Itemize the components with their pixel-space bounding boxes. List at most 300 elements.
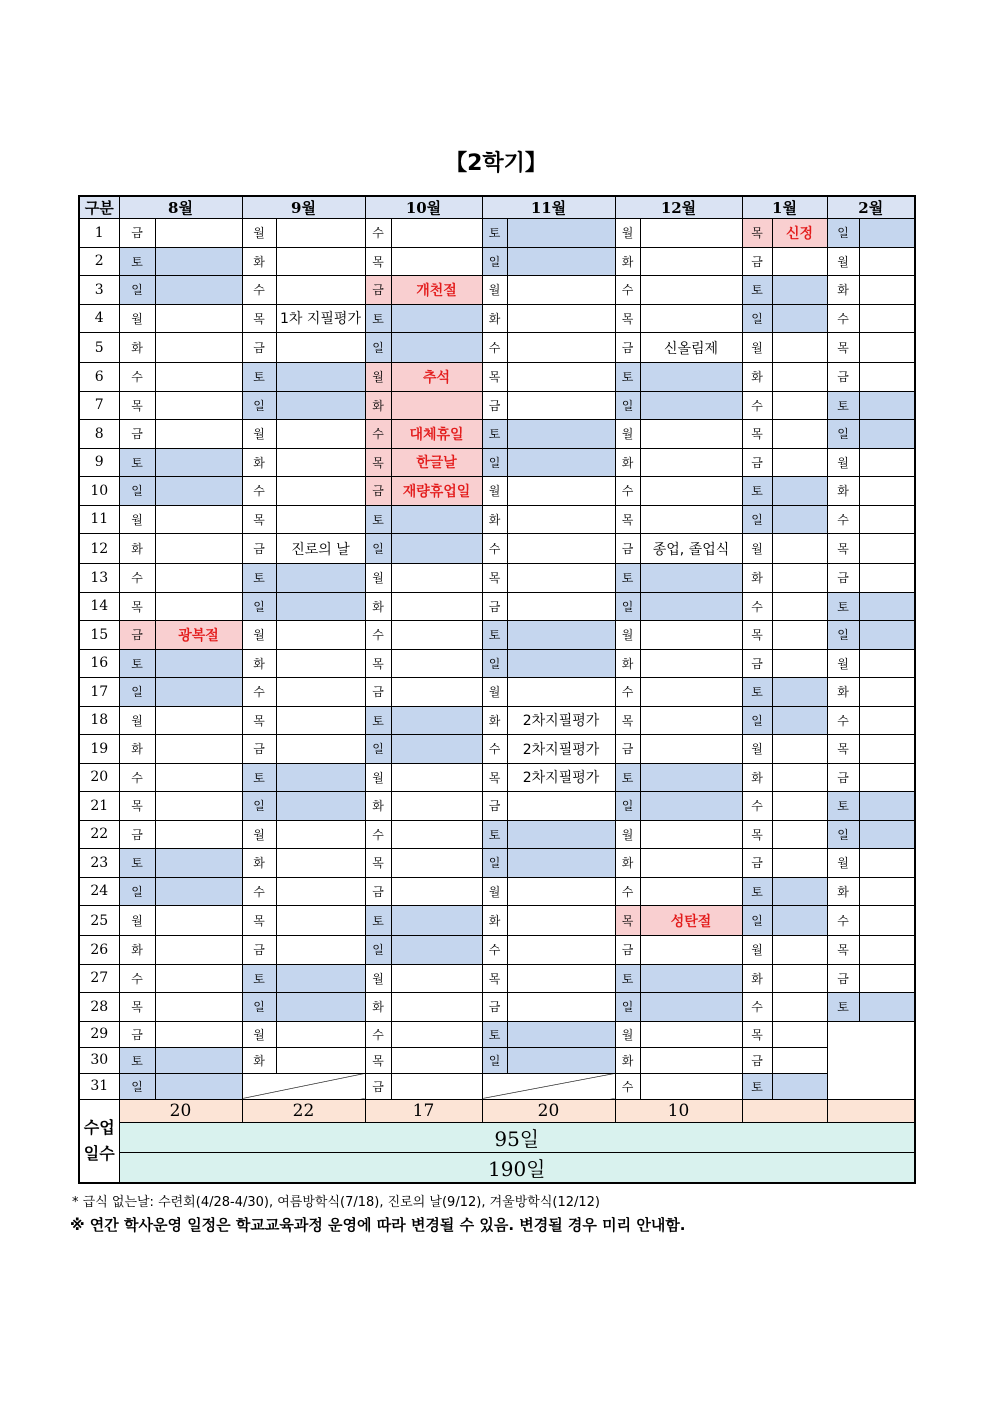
event-cell: [391, 993, 482, 1022]
weekday: 월: [242, 219, 276, 248]
weekday: 월: [827, 448, 859, 477]
month-header: 11월: [482, 196, 615, 219]
weekday: 수: [742, 792, 772, 821]
page-title: 【2학기】: [445, 151, 547, 176]
weekday: 화: [365, 993, 391, 1022]
weekday: 금: [615, 936, 640, 965]
weekday: 목: [615, 906, 640, 936]
day-number: 18: [79, 706, 119, 735]
weekday: 토: [482, 1021, 507, 1047]
weekday: 월: [827, 649, 859, 678]
weekday: 월: [365, 363, 391, 392]
calendar-table: [78, 195, 916, 1184]
month-header: 9월: [242, 196, 365, 219]
event-cell: [640, 477, 742, 506]
event-cell: [772, 333, 827, 363]
weekday: 화: [482, 505, 507, 534]
event-cell: [772, 391, 827, 420]
day-number: 26: [79, 936, 119, 965]
weekday: 목: [482, 564, 507, 593]
event-cell: [276, 792, 365, 821]
event-cell: [859, 849, 915, 878]
weekday: 목: [365, 649, 391, 678]
event-cell: [391, 706, 482, 735]
event: 대체휴일: [391, 420, 482, 449]
weekday: 일: [615, 792, 640, 821]
day-number: 13: [79, 564, 119, 593]
schedule-note: ※ 연간 학사운영 일정은 학교교육과정 운영에 따라 변경될 수 있음. 변경될 경우 미리 안내함.: [70, 1216, 686, 1234]
weekday: 목: [365, 849, 391, 878]
day-row: [79, 763, 915, 792]
weekday: 금: [119, 219, 155, 248]
weekday: 수: [742, 993, 772, 1022]
weekday: 일: [615, 592, 640, 621]
weekday: 일: [827, 219, 859, 248]
day-row: [79, 877, 915, 906]
event-cell: [640, 792, 742, 821]
weekday: 목: [827, 534, 859, 564]
event-cell: [772, 420, 827, 449]
weekday: 토: [742, 276, 772, 305]
event-cell: [772, 993, 827, 1022]
event-cell: [859, 820, 915, 849]
weekday: 월: [242, 420, 276, 449]
weekday: 수: [365, 219, 391, 248]
event-cell: [391, 333, 482, 363]
event-cell: [391, 849, 482, 878]
event-cell: [859, 564, 915, 593]
event-cell: [772, 877, 827, 906]
event-cell: [640, 936, 742, 965]
semester-total-row: [79, 1122, 915, 1152]
event-cell: [507, 820, 615, 849]
event-cell: [155, 564, 242, 593]
weekday: 수: [827, 906, 859, 936]
weekday: 금: [119, 621, 155, 650]
weekday: 월: [482, 477, 507, 506]
month-header: 10월: [365, 196, 482, 219]
weekday: 금: [482, 792, 507, 821]
day-number: 24: [79, 877, 119, 906]
summary-section: [79, 1099, 915, 1183]
weekday: 목: [365, 247, 391, 276]
event-cell: [772, 1021, 827, 1047]
event-cell: [772, 621, 827, 650]
day-row: [79, 247, 915, 276]
weekday: 금: [827, 964, 859, 993]
event-cell: [155, 993, 242, 1022]
event-cell: [155, 304, 242, 333]
event-cell: [391, 820, 482, 849]
weekday: 토: [742, 1073, 772, 1099]
event-cell: [155, 792, 242, 821]
event-cell: [276, 391, 365, 420]
weekday: 일: [365, 534, 391, 564]
event-cell: [772, 363, 827, 392]
event-cell: [772, 448, 827, 477]
event-cell: [772, 1073, 827, 1099]
day-row: [79, 1047, 915, 1073]
weekday: 목: [742, 1021, 772, 1047]
summary-label: [79, 1099, 119, 1183]
weekday: 월: [365, 964, 391, 993]
event-cell: [507, 592, 615, 621]
event-cell: [155, 678, 242, 707]
event: 광복절: [155, 621, 242, 650]
weekday: 월: [119, 505, 155, 534]
event-cell: [859, 477, 915, 506]
weekday: 금: [615, 333, 640, 363]
event-cell: [391, 219, 482, 248]
event-cell: [155, 906, 242, 936]
event-cell: [640, 678, 742, 707]
event-cell: [276, 1047, 365, 1073]
weekday: 토: [482, 219, 507, 248]
weekday: 화: [742, 763, 772, 792]
event-cell: [276, 621, 365, 650]
event-cell: [507, 363, 615, 392]
event-cell: [859, 534, 915, 564]
monthly-total: 20: [482, 1099, 615, 1122]
meal-note: * 급식 없는날: 수련회(4/28-4/30), 여름방학식(7/18), 진로의 날(9/12), 겨울방학식(12/12): [72, 1195, 600, 1210]
weekday: 일: [365, 936, 391, 965]
weekday: 월: [365, 564, 391, 593]
weekday: 수: [615, 678, 640, 707]
event-cell: [155, 1021, 242, 1047]
weekday: 목: [742, 820, 772, 849]
event-cell: [859, 505, 915, 534]
event-cell: [507, 1021, 615, 1047]
event-cell: [391, 592, 482, 621]
weekday: 일: [827, 820, 859, 849]
event: 종업, 졸업식: [640, 534, 742, 564]
event-cell: [155, 964, 242, 993]
event-cell: [507, 906, 615, 936]
event-cell: [155, 505, 242, 534]
weekday: 목: [365, 1047, 391, 1073]
weekday: 수: [242, 877, 276, 906]
weekday: 수: [365, 420, 391, 449]
weekday: 수: [365, 820, 391, 849]
weekday: 목: [242, 906, 276, 936]
day-row: [79, 564, 915, 593]
event: 진로의 날: [276, 534, 365, 564]
weekday: 목: [119, 993, 155, 1022]
event-cell: [507, 993, 615, 1022]
event-cell: [155, 276, 242, 305]
weekday: 토: [242, 763, 276, 792]
event-cell: [859, 877, 915, 906]
event-cell: [507, 247, 615, 276]
event-cell: [276, 333, 365, 363]
event-cell: [155, 820, 242, 849]
day-number: 9: [79, 448, 119, 477]
event-cell: [772, 304, 827, 333]
weekday: 월: [827, 247, 859, 276]
weekday: 금: [119, 1021, 155, 1047]
weekday: 수: [827, 706, 859, 735]
event-cell: [276, 448, 365, 477]
event-cell: [276, 964, 365, 993]
weekday: 수: [242, 276, 276, 305]
event-cell: [276, 592, 365, 621]
weekday: 목: [119, 592, 155, 621]
weekday: 금: [242, 735, 276, 764]
event-cell: [772, 592, 827, 621]
event-cell: [391, 304, 482, 333]
day-row: [79, 1073, 915, 1099]
weekday: 수: [119, 564, 155, 593]
weekday: 목: [119, 792, 155, 821]
event-cell: [155, 391, 242, 420]
weekday: 일: [119, 477, 155, 506]
event-cell: [391, 936, 482, 965]
event-cell: [640, 993, 742, 1022]
weekday: 토: [827, 792, 859, 821]
event-cell: [859, 247, 915, 276]
event-cell: [155, 477, 242, 506]
event-cell: [640, 706, 742, 735]
event-cell: [640, 849, 742, 878]
event-cell: [276, 276, 365, 305]
weekday: 일: [827, 420, 859, 449]
weekday: 금: [742, 649, 772, 678]
day-number: 11: [79, 505, 119, 534]
empty-cell: [827, 1021, 915, 1099]
day-number: 5: [79, 333, 119, 363]
weekday: 토: [119, 448, 155, 477]
day-row: [79, 649, 915, 678]
day-row: [79, 505, 915, 534]
day-row: [79, 219, 915, 248]
weekday: 목: [827, 735, 859, 764]
weekday: 목: [742, 420, 772, 449]
weekday: 화: [365, 391, 391, 420]
day-row: [79, 849, 915, 878]
weekday: 목: [742, 219, 772, 248]
weekday: 월: [242, 820, 276, 849]
event-cell: [640, 964, 742, 993]
day-row: [79, 276, 915, 305]
weekday: 금: [742, 849, 772, 878]
event-cell: [859, 906, 915, 936]
weekday: 수: [119, 964, 155, 993]
event-cell: [772, 820, 827, 849]
event-cell: [772, 763, 827, 792]
weekday: 수: [119, 763, 155, 792]
weekday: 월: [615, 1021, 640, 1047]
event-cell: [391, 1021, 482, 1047]
day-number: 23: [79, 849, 119, 878]
weekday: 금: [242, 534, 276, 564]
weekday: 금: [242, 333, 276, 363]
event-cell: [640, 420, 742, 449]
event-cell: [859, 678, 915, 707]
event-cell: [155, 363, 242, 392]
event-cell: [391, 877, 482, 906]
nonexistent-day: [242, 1073, 365, 1099]
weekday: 토: [119, 247, 155, 276]
event-cell: [640, 219, 742, 248]
weekday: 토: [242, 363, 276, 392]
weekday: 수: [482, 735, 507, 764]
weekday: 월: [119, 706, 155, 735]
weekday: 토: [119, 1047, 155, 1073]
weekday: 화: [482, 304, 507, 333]
monthly-total: 10: [615, 1099, 742, 1122]
weekday: 일: [742, 906, 772, 936]
month-header: 12월: [615, 196, 742, 219]
event-cell: [391, 391, 482, 420]
weekday: 토: [365, 706, 391, 735]
monthly-total: [827, 1099, 915, 1122]
weekday: 수: [615, 276, 640, 305]
weekday: 일: [119, 678, 155, 707]
weekday: 목: [119, 391, 155, 420]
monthly-total: 20: [119, 1099, 242, 1122]
event-cell: [772, 849, 827, 878]
event-cell: [640, 564, 742, 593]
day-number: 29: [79, 1021, 119, 1047]
weekday: 화: [365, 792, 391, 821]
event-cell: [772, 1047, 827, 1073]
month-header: 8월: [119, 196, 242, 219]
weekday: 토: [827, 993, 859, 1022]
event-cell: [155, 534, 242, 564]
day-row: [79, 678, 915, 707]
weekday: 금: [827, 763, 859, 792]
weekday: 토: [615, 763, 640, 792]
event-cell: [859, 993, 915, 1022]
weekday: 목: [482, 763, 507, 792]
weekday: 일: [365, 333, 391, 363]
day-row: [79, 820, 915, 849]
event-cell: [276, 564, 365, 593]
weekday: 월: [827, 849, 859, 878]
weekday: 토: [365, 505, 391, 534]
weekday: 수: [242, 678, 276, 707]
day-number: 30: [79, 1047, 119, 1073]
weekday: 월: [742, 936, 772, 965]
weekday: 토: [615, 964, 640, 993]
event-cell: [391, 247, 482, 276]
event-cell: [772, 276, 827, 305]
event-cell: [772, 735, 827, 764]
weekday: 일: [742, 706, 772, 735]
event-cell: [507, 792, 615, 821]
header-row: [79, 196, 915, 219]
weekday: 일: [242, 391, 276, 420]
event-cell: [276, 247, 365, 276]
day-row: [79, 964, 915, 993]
weekday: 화: [827, 877, 859, 906]
event: 2차지필평가: [507, 706, 615, 735]
day-number: 16: [79, 649, 119, 678]
day-row: [79, 1021, 915, 1047]
weekday: 토: [365, 304, 391, 333]
day-row: [79, 706, 915, 735]
day-number: 22: [79, 820, 119, 849]
weekday: 화: [119, 534, 155, 564]
weekday: 수: [119, 363, 155, 392]
summary-label-top: 수업: [83, 1117, 115, 1137]
weekday: 목: [742, 621, 772, 650]
day-number: 21: [79, 792, 119, 821]
event-cell: [507, 564, 615, 593]
event-cell: [155, 649, 242, 678]
weekday: 목: [242, 706, 276, 735]
event-cell: [640, 247, 742, 276]
monthly-totals-row: [79, 1099, 915, 1122]
event-cell: [391, 621, 482, 650]
weekday: 일: [482, 448, 507, 477]
event-cell: [507, 505, 615, 534]
day-row: [79, 448, 915, 477]
weekday: 화: [615, 649, 640, 678]
event-cell: [155, 849, 242, 878]
weekday: 금: [742, 1047, 772, 1073]
weekday: 일: [365, 735, 391, 764]
event-cell: [276, 763, 365, 792]
monthly-total: [742, 1099, 827, 1122]
monthly-total: 17: [365, 1099, 482, 1122]
event-cell: [772, 534, 827, 564]
calendar-body: [79, 219, 915, 1100]
weekday: 일: [482, 247, 507, 276]
event-cell: [859, 420, 915, 449]
event-cell: [772, 678, 827, 707]
weekday: 금: [742, 247, 772, 276]
event-cell: [640, 505, 742, 534]
event-cell: [640, 1073, 742, 1099]
weekday: 화: [742, 964, 772, 993]
event: 재량휴업일: [391, 477, 482, 506]
weekday: 월: [615, 621, 640, 650]
day-number: 2: [79, 247, 119, 276]
event-cell: [276, 420, 365, 449]
event-cell: [391, 735, 482, 764]
weekday: 화: [242, 849, 276, 878]
event-cell: [155, 877, 242, 906]
weekday: 화: [482, 706, 507, 735]
weekday: 토: [242, 964, 276, 993]
event-cell: [859, 792, 915, 821]
event-cell: [276, 219, 365, 248]
weekday: 토: [827, 391, 859, 420]
event-cell: [859, 333, 915, 363]
event-cell: [276, 505, 365, 534]
weekday: 월: [242, 621, 276, 650]
weekday: 일: [242, 993, 276, 1022]
weekday: 화: [615, 448, 640, 477]
weekday: 화: [742, 564, 772, 593]
day-number: 14: [79, 592, 119, 621]
day-row: [79, 993, 915, 1022]
event-cell: [391, 763, 482, 792]
weekday: 월: [742, 735, 772, 764]
day-row: [79, 735, 915, 764]
event-cell: [859, 649, 915, 678]
day-number: 17: [79, 678, 119, 707]
weekday: 화: [365, 592, 391, 621]
day-row: [79, 304, 915, 333]
event-cell: [859, 592, 915, 621]
weekday: 금: [827, 564, 859, 593]
weekday: 월: [615, 420, 640, 449]
event-cell: [507, 877, 615, 906]
weekday: 금: [742, 448, 772, 477]
weekday: 월: [742, 333, 772, 363]
